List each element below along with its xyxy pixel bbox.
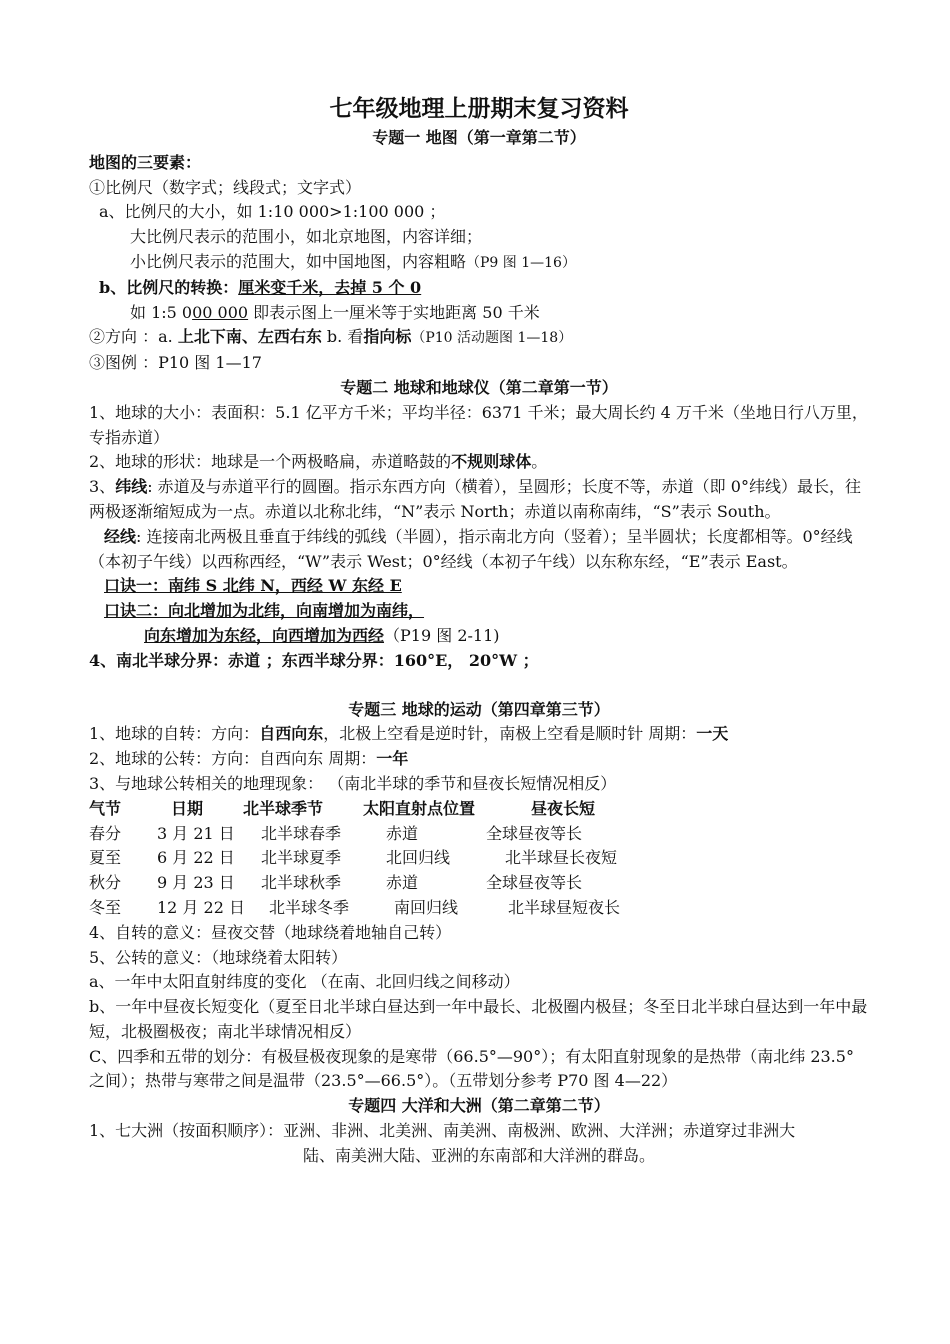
mnemonic-1: 口诀一：南纬 S 北纬 N，西经 W 东经 E [104,576,402,596]
seasons-table-header: 气节 日期 北半球季节 太阳直射点位置 昼夜长短 [89,798,596,818]
scale-example-line: 如 1:5 000 000 即表示图上一厘米等于实地距离 50 千米 [130,302,540,322]
revolution-meaning-line: 5、公转的意义：（地球绕着太阳转） [89,947,348,967]
direction-line: ②方向 ：a. 上北下南、左西右东 b. 看指向标（P10 活动题图 1—18） [89,327,573,347]
sun-latitude-line: a、一年中太阳直射纬度的变化 （在南、北回归线之间移动） [89,972,520,992]
section-3-heading: 专题三 地球的运动（第四章第三节） [348,699,610,719]
hemisphere-boundary-line: 4、南北半球分界：赤道 ；东西半球分界：160°E， 20°W ； [89,650,539,670]
latitude-paragraph: 3、纬线: 赤道及与赤道平行的圆圈。指示东西方向（横着），呈圆形；长度不等，赤道（即 0°纬线）最长，往两极逐渐缩短成为一点。赤道以北称北纬，“N”表示 North；赤道以南称南纬，“S”表示 South。 [89,477,861,521]
seasons-zones-paragraph: C、四季和五带的划分：有极昼极夜现象的是寒带（66.5°—90°）；有太阳直射现象的是热带（南北纬 23.5°之间）；热带与寒带之间是温带（23.5°—66.5°）。（五带划分参考 P70 图 4—22） [89,1046,854,1091]
revolution-line: 2、地球的公转：方向：自西向东 周期：一年 [89,749,409,769]
section-2-heading: 专题二 地球和地球仪（第二章第一节） [340,377,618,397]
continents-line: 1、七大洲（按面积顺序）：亚洲、非洲、北美洲、南美洲、南极洲、欧洲、大洋洲；赤道穿过非洲大 [89,1121,796,1141]
document-title: 七年级地理上册期末复习资料 [329,95,629,122]
section-1-heading: 专题一 地图（第一章第二节） [372,128,586,147]
earth-size-paragraph: 1、地球的大小：表面积：5.1 亿平方千米；平均半径：6371 千米；最大周长约 4 万千米（坐地日行八万里，专指赤道） [89,402,868,447]
earth-shape-line: 2、地球的形状：地球是一个两极略扁，赤道略鼓的不规则球体。 [89,452,548,472]
day-length-paragraph: b、一年中昼夜长短变化（夏至日北半球白昼达到一年中最长、北极圈内极昼；冬至日北半球白昼达到一年中最短，北极圈极夜；南北半球情况相反） [89,997,868,1041]
mnemonic-3: 向东增加为东经，向西增加为西经（P19 图 2-11) [144,625,500,645]
scale-conversion-line: b、比例尺的转换：厘米变千米，去掉 5 个 0 [99,277,422,297]
revolution-phenomena-line: 3、与地球公转相关的地理现象： （南北半球的季节和昼夜长短情况相反） [89,773,617,793]
section-4-heading: 专题四 大洋和大洲（第二章第二节） [348,1096,610,1116]
mnemonic-2: 口诀二：向北增加为北纬，向南增加为南纬， [104,601,425,621]
small-scale-line: 小比例尺表示的范围大，如中国地图，内容粗略（P9 图 1—16） [130,251,576,271]
legend-line: ③图例 ：P10 图 1—17 [89,353,262,373]
longitude-paragraph: 经线: 连接南北两极且垂直于纬线的弧线（半圆），指示南北方向（竖着）；呈半圆状；长度都相等。0°经线（本初子午线）以西称西经，“W”表示 West；0°经线（本初子午线）以东称东经，“E”表示 East。 [89,526,853,571]
table-row: 春分 3 月 21 日 北半球春季 赤道 全球昼夜等长 [89,823,583,843]
large-scale-line: 大比例尺表示的范围小，如北京地图，内容详细； [130,227,483,247]
table-row: 冬至 12 月 22 日 北半球冬季 南回归线 北半球昼短夜长 [89,897,621,917]
map-elements-label: 地图的三要素： [89,152,202,172]
rotation-line: 1、地球的自转：方向：自西向东，北极上空看是逆时针，南极上空看是顺时针 周期：一天 [89,724,729,744]
table-row: 秋分 9 月 23 日 北半球秋季 赤道 全球昼夜等长 [89,873,583,893]
rotation-meaning-line: 4、自转的意义：昼夜交替（地球绕着地轴自己转） [89,922,452,942]
scale-size-line: a、比例尺的大小，如 1:10 000>1:100 000 ； [99,202,446,222]
scale-line: ①比例尺（数字式；线段式；文字式） [89,177,362,197]
document-page [89,92,869,1169]
table-row: 夏至 6 月 22 日 北半球夏季 北回归线 北半球昼长夜短 [89,848,618,868]
continents-line-2: 陆、南美洲大陆、亚洲的东南部和大洋洲的群岛。 [302,1145,655,1165]
